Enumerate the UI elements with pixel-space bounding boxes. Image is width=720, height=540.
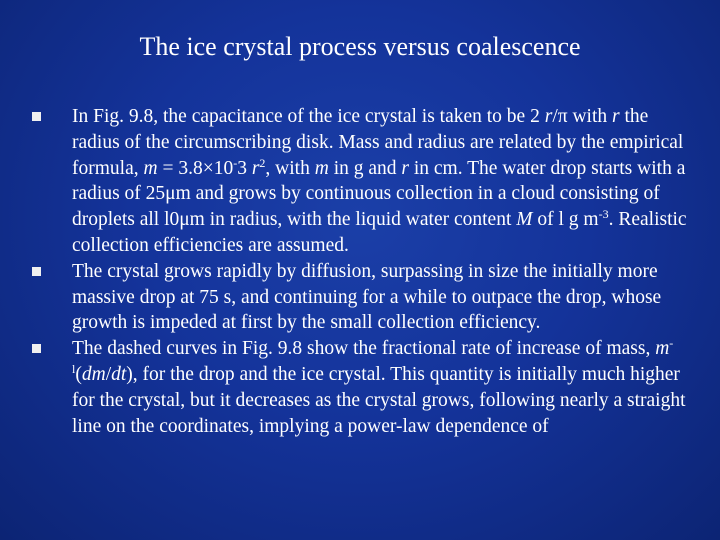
bullet-text: The dashed curves in Fig. 9.8 show the fractional rate of increase of mass,: [72, 338, 656, 360]
superscript: -: [233, 155, 238, 170]
bullet-text: /: [105, 363, 112, 385]
square-bullet-icon: [32, 112, 41, 121]
bullet-text: /π with: [552, 106, 612, 127]
superscript: 2: [259, 155, 266, 170]
bullet-list: [30, 104, 690, 439]
math-variable: r: [401, 157, 409, 179]
math-variable: dm: [81, 363, 106, 385]
bullet-text: ), for the drop and the ice crystal. This quantity is initially much higher for the crystal, but it decreases as the crystal grows, following nearly a straight line on the coordinates, implying a power-law dependence of: [72, 363, 691, 437]
math-variable: r: [251, 157, 260, 179]
bullet-text: the radius of the circumscribing disk. Mass and radius are related by the empirical formula,: [72, 106, 689, 179]
bullet-text: . Realistic collection efficiencies are assumed.: [72, 209, 692, 256]
bullet-text: in cm. The water drop starts with a radius of 25μm and grows by continuous collection in a cloud consisting of droplets all l0μm in radius, with the liquid water content: [72, 157, 691, 231]
math-variable: dt: [111, 363, 127, 385]
bullet-text: The crystal grows rapidly by diffusion, surpassing in size the initially more massive drop at 75 s, and continuing for a while to outpace the drop, whose growth is impeded at first by the small collection efficiency.: [72, 260, 667, 334]
bullet-text: = 3.8×10: [157, 157, 234, 179]
slide-title: The ice crystal process versus coalescence: [139, 32, 581, 61]
square-bullet-icon: [32, 344, 41, 353]
math-variable: m: [143, 157, 158, 179]
bullet-text: of l g m: [532, 209, 599, 231]
math-variable: M: [516, 209, 533, 231]
superscript: -3: [598, 207, 609, 222]
square-bullet-icon: [32, 267, 41, 276]
math-variable: r: [612, 106, 620, 127]
math-variable: m: [314, 157, 329, 179]
bullet-item-1: [30, 104, 690, 259]
superscript: -l: [72, 336, 674, 376]
bullet-text: , with: [265, 157, 315, 179]
math-variable: m: [655, 338, 670, 360]
math-variable: r: [544, 106, 553, 127]
bullet-text: In Fig. 9.8, the capacitance of the ice crystal is taken to be 2: [72, 106, 545, 127]
bullet-text: 3: [237, 157, 252, 179]
bullet-item-2: [30, 259, 690, 336]
bullet-text: in g and: [328, 157, 402, 179]
bullet-text: (: [75, 363, 82, 385]
bullet-item-3: [30, 336, 690, 439]
